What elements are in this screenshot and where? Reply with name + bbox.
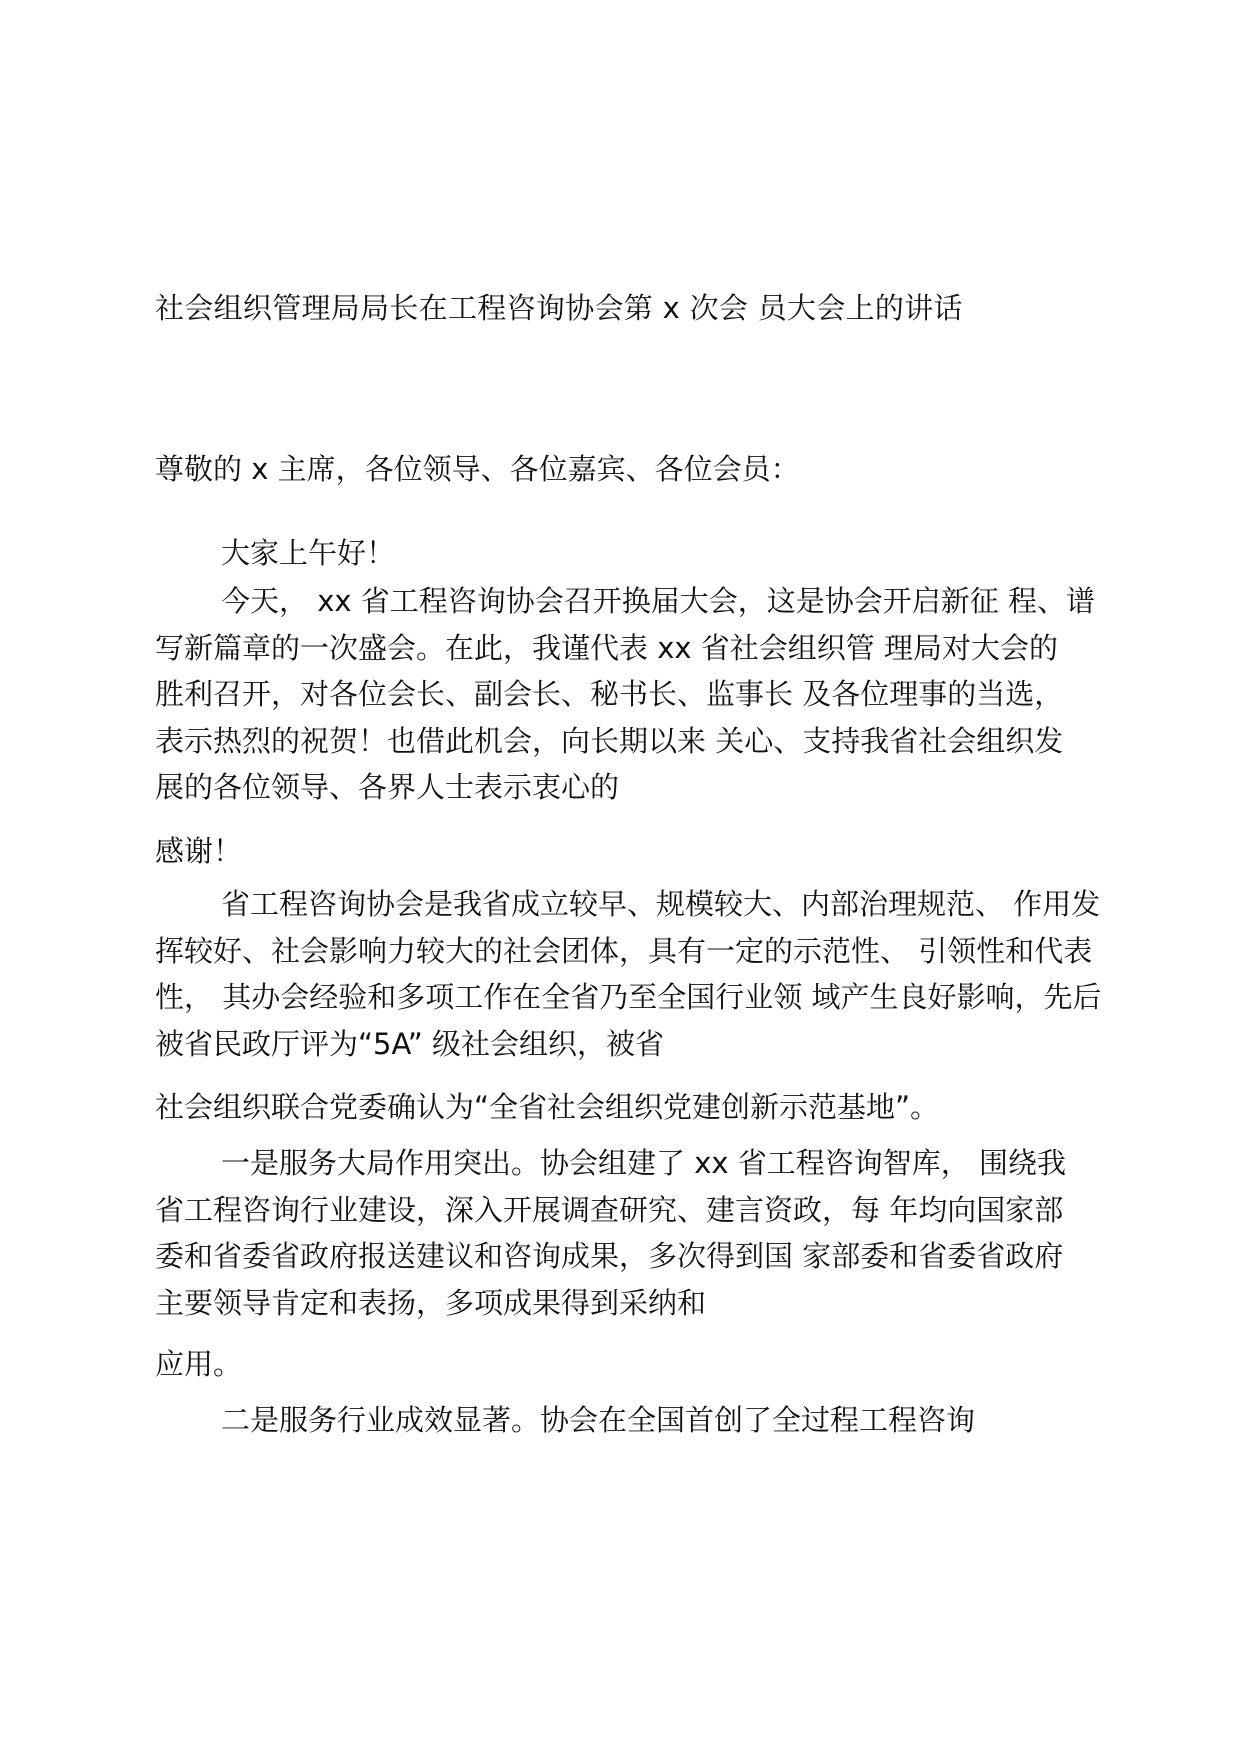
text-line: 表示热烈的祝贺！也借此机会，向长期以来 关心、支持我省社会组织发	[155, 723, 1064, 758]
paragraph-application	[155, 1341, 1095, 1388]
paragraph-base-recognition	[155, 1084, 1095, 1131]
paragraph-point-two	[155, 1397, 1095, 1444]
text-line: 被省民政厅评为“5A” 级社会组织，被省	[155, 1026, 664, 1061]
text-line: 二是服务行业成效显著。协会在全国首创了全过程工程咨询	[221, 1403, 976, 1437]
paragraph-greeting	[155, 530, 1095, 577]
paragraph-point-one	[155, 1140, 1095, 1326]
salutation: 尊敬的 x 主席，各位领导、各位嘉宾、各位会员：	[155, 452, 800, 486]
text-line: 写新篇章的一次盛会。在此，我谨代表 xx 省社会组织管 理局对大会的	[155, 630, 1058, 665]
text-line: 感谢！	[155, 834, 243, 868]
text-line: 今天， xx 省工程咨询协会召开换届大会，这是协会开启新征 程、谱	[221, 584, 1095, 618]
text-line: 挥较好、社会影响力较大的社会团体，具有一定的示范性、 引领性和代表	[155, 933, 1093, 968]
text-line: 省工程咨询行业建设，深入开展调查研究、建言资政，每 年均向国家部	[155, 1192, 1064, 1227]
text-line: 大家上午好！	[221, 536, 396, 570]
text-line: 展的各位领导、各界人士表示衷心的	[155, 770, 620, 804]
text-line: 胜利召开，对各位会长、副会长、秘书长、监事长 及各位理事的当选，	[155, 677, 1064, 711]
text-line: 一是服务大局作用突出。协会组建了 xx 省工程咨询智库， 围绕我	[221, 1146, 1066, 1180]
paragraph-opening	[155, 578, 1095, 811]
paragraph-thanks	[155, 828, 1095, 875]
text-line: 应用。	[155, 1347, 243, 1381]
text-line: 性， 其办会经验和多项工作在全省乃至全国行业领 域产生良好影响，先后	[155, 980, 1102, 1014]
text-line: 委和省委省政府报送建议和咨询成果，多次得到国 家部委和省委省政府	[155, 1239, 1064, 1273]
paragraph-association-intro	[155, 881, 1102, 1067]
text-line: 省工程咨询协会是我省成立较早、规模较大、内部治理规范、 作用发	[221, 887, 1101, 921]
text-line: 主要领导肯定和表扬，多项成果得到采纳和	[155, 1285, 707, 1320]
text-line: 社会组织联合党委确认为“全省社会组织党建创新示范基地”。	[155, 1090, 940, 1124]
document-title: 社会组织管理局局长在工程咨询协会第 x 次会 员大会上的讲话	[155, 291, 963, 325]
